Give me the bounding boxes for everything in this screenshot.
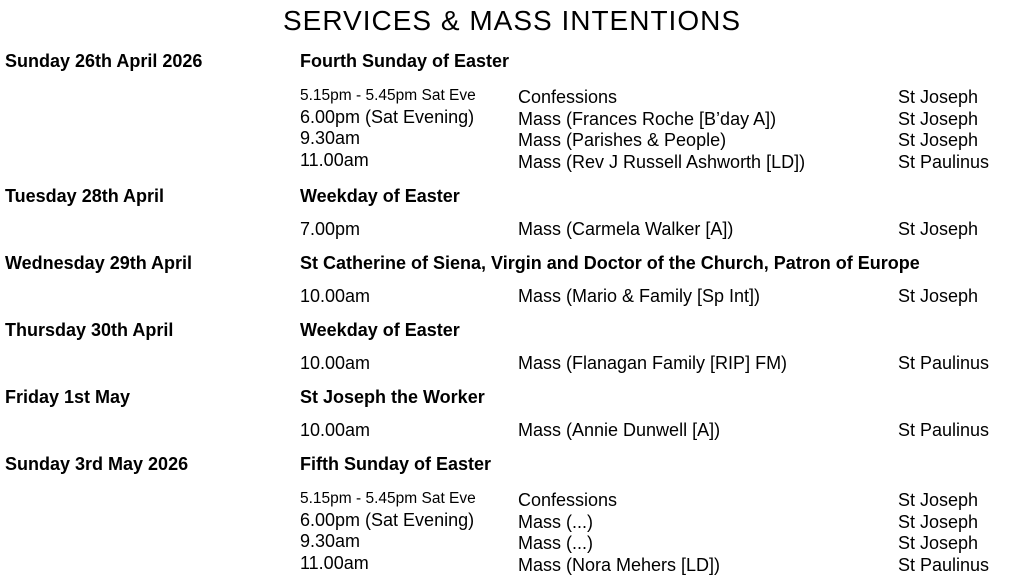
entry-time: 6.00pm (Sat Evening)	[300, 509, 475, 530]
entry-time: 10.00am	[300, 353, 371, 373]
section-heading-row	[0, 254, 1024, 272]
section-heading-row	[0, 455, 1024, 473]
entry-service: Mass (Carmela Walker [A])	[518, 219, 734, 239]
entry-service: Mass (Parishes & People)	[518, 130, 727, 150]
date-heading: Thursday 30th April	[5, 320, 174, 340]
page-title: SERVICES & MASS INTENTIONS	[282, 5, 742, 36]
entry-time: 6.00pm (Sat Evening)	[300, 106, 475, 127]
entry-service: Mass (...)	[518, 511, 593, 532]
date-heading: Wednesday 29th April	[5, 253, 193, 273]
entry-time: 5.15pm - 5.45pm Sat Eve	[300, 490, 476, 507]
entry-time: 9.30am	[300, 531, 361, 551]
entry-church: St Joseph	[898, 533, 979, 553]
feast-title: Fifth Sunday of Easter	[300, 454, 492, 474]
date-heading: Friday 1st May	[5, 387, 131, 407]
entry-church: St Joseph	[898, 130, 979, 150]
feast-title: Weekday of Easter	[300, 320, 460, 340]
entry-service: Mass (...)	[518, 533, 593, 553]
entry-row	[0, 128, 1024, 150]
entry-church: St Paulinus	[898, 353, 990, 373]
entry-service: Confessions	[518, 490, 618, 510]
date-heading: Sunday 26th April 2026	[5, 51, 203, 71]
entry-service: Mass (Nora Mehers [LD])	[518, 554, 721, 575]
entry-row	[0, 220, 1024, 238]
entry-time: 11.00am	[300, 149, 369, 170]
entry-service: Mass (Mario & Family [Sp Int])	[518, 286, 761, 306]
entry-row	[0, 85, 1024, 107]
feast-title: St Joseph the Worker	[300, 387, 485, 407]
entry-time: 10.00am	[300, 286, 371, 306]
entries-block	[0, 488, 1024, 574]
entry-service: Mass (Flanagan Family [RIP] FM)	[518, 353, 788, 373]
entry-church: St Paulinus	[898, 420, 990, 440]
entry-row	[0, 553, 1024, 575]
feast-title: St Catherine of Siena, Virgin and Doctor of the Church, Patron of Europe	[300, 253, 920, 273]
section-heading-row	[0, 187, 1024, 205]
entry-row	[0, 287, 1024, 305]
entry-church: St Joseph	[898, 511, 979, 532]
entry-row	[0, 107, 1024, 129]
entry-row	[0, 531, 1024, 553]
entry-time: 5.15pm - 5.45pm Sat Eve	[300, 87, 476, 104]
entry-row	[0, 510, 1024, 532]
entry-service: Mass (Rev J Russell Ashworth [LD])	[518, 151, 806, 172]
section-heading-row	[0, 52, 1024, 70]
entry-service: Mass (Annie Dunwell [A])	[518, 420, 721, 440]
entry-church: St Joseph	[898, 490, 979, 510]
section-heading-row	[0, 388, 1024, 406]
section-heading-row	[0, 321, 1024, 339]
entry-church: St Paulinus	[898, 151, 990, 172]
entry-church: St Joseph	[898, 219, 979, 239]
date-heading: Tuesday 28th April	[5, 186, 165, 206]
feast-title: Fourth Sunday of Easter	[300, 51, 510, 71]
entry-church: St Joseph	[898, 286, 979, 306]
entry-time: 9.30am	[300, 128, 361, 148]
entry-church: St Joseph	[898, 108, 979, 129]
entry-time: 7.00pm	[300, 219, 361, 239]
entry-row	[0, 421, 1024, 439]
entry-service: Confessions	[518, 87, 618, 107]
feast-title: Weekday of Easter	[300, 186, 460, 206]
entry-row	[0, 488, 1024, 510]
entry-row	[0, 354, 1024, 372]
date-heading: Sunday 3rd May 2026	[5, 454, 189, 474]
entry-church: St Paulinus	[898, 554, 990, 575]
entries-block	[0, 85, 1024, 171]
entry-service: Mass (Frances Roche [B’day A])	[518, 108, 777, 129]
entry-row	[0, 150, 1024, 172]
entry-time: 10.00am	[300, 420, 371, 440]
entry-church: St Joseph	[898, 87, 979, 107]
entry-time: 11.00am	[300, 552, 369, 573]
